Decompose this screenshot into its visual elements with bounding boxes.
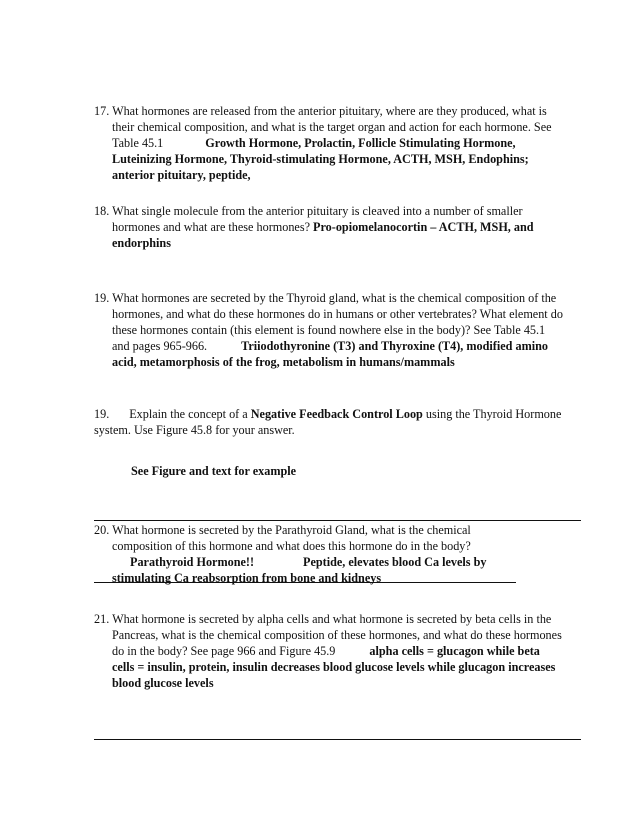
divider-line <box>94 520 581 521</box>
question-text: Explain the concept of a <box>129 407 248 421</box>
question-19-feedback <box>94 406 594 438</box>
question-text: these hormones contain (this element is found nowhere else in the body)? See Table 45.1 <box>112 323 546 337</box>
question-text: hormones, and what do these hormones do in humans or other vertebrates? What element do <box>112 307 563 321</box>
answer-text: acid, metamorphosis of the frog, metabolism in humans/mammals <box>112 355 455 369</box>
answer-text: Luteinizing Hormone, Thyroid-stimulating Hormone, ACTH, MSH, Endophins; <box>112 152 529 166</box>
question-text: Pancreas, what is the chemical composition of these hormones, and what do these hormones <box>112 628 562 642</box>
question-20 <box>94 522 594 586</box>
highlight-term: Negative Feedback Control Loop <box>250 407 423 421</box>
question-number: 20. <box>94 523 110 537</box>
question-number: 21. <box>94 612 110 626</box>
question-text: What hormones are secreted by the Thyroid gland, what is the chemical composition of the <box>112 291 557 305</box>
answer-text: Triiodothyronine (T3) and Thyroxine (T4), modified amino <box>241 339 548 353</box>
question-text: What hormone is secreted by the Parathyroid Gland, what is the chemical <box>112 523 471 537</box>
question-text: and pages 965-966. <box>112 339 208 353</box>
question-21 <box>94 611 594 691</box>
question-text: Table 45.1 <box>112 136 164 150</box>
question-17 <box>94 103 594 183</box>
question-number: 17. <box>94 104 110 118</box>
divider-line <box>94 739 581 740</box>
question-text: What single molecule from the anterior pituitary is cleaved into a number of smaller <box>112 204 523 218</box>
question-text: system. Use Figure 45.8 for your answer. <box>94 423 295 437</box>
answer-text: Growth Hormone, Prolactin, Follicle Stimulating Hormone, <box>205 136 516 150</box>
answer-text: cells = insulin, protein, insulin decreases blood glucose levels while glucagon increases <box>112 660 556 674</box>
divider-line <box>94 582 516 583</box>
answer-text: blood glucose levels <box>112 676 214 690</box>
answer-text: endorphins <box>112 236 171 250</box>
question-number: 19. <box>94 291 110 305</box>
answer-text: anterior pituitary, peptide, <box>112 168 251 182</box>
question-text: hormones and what are these hormones? <box>112 220 310 234</box>
question-text: What hormones are released from the anterior pituitary, where are they produced, what is <box>112 104 547 118</box>
question-number: 19. <box>94 407 110 421</box>
question-19 <box>94 290 594 370</box>
question-text: composition of this hormone and what does this hormone do in the body? <box>112 539 471 553</box>
answer-text: Peptide, elevates blood Ca levels by <box>303 555 487 569</box>
answer-text: Parathyroid Hormone!! <box>130 555 254 569</box>
answer-text: alpha cells = glucagon while beta <box>369 644 540 658</box>
question-text: using the Thyroid Hormone <box>425 407 562 421</box>
answer-text: See Figure and text for example <box>131 464 297 478</box>
question-number: 18. <box>94 204 110 218</box>
question-text: What hormone is secreted by alpha cells and what hormone is secreted by beta cells in the <box>112 612 552 626</box>
question-text: do in the body? See page 966 and Figure 45.9 <box>112 644 336 658</box>
answer-text: Pro-opiomelanocortin – ACTH, MSH, and <box>313 220 534 234</box>
answer-text: stimulating Ca reabsorption from bone and kidneys <box>112 571 382 585</box>
question-18 <box>94 203 594 251</box>
question-text: their chemical composition, and what is the target organ and action for each hormone. See <box>112 120 552 134</box>
